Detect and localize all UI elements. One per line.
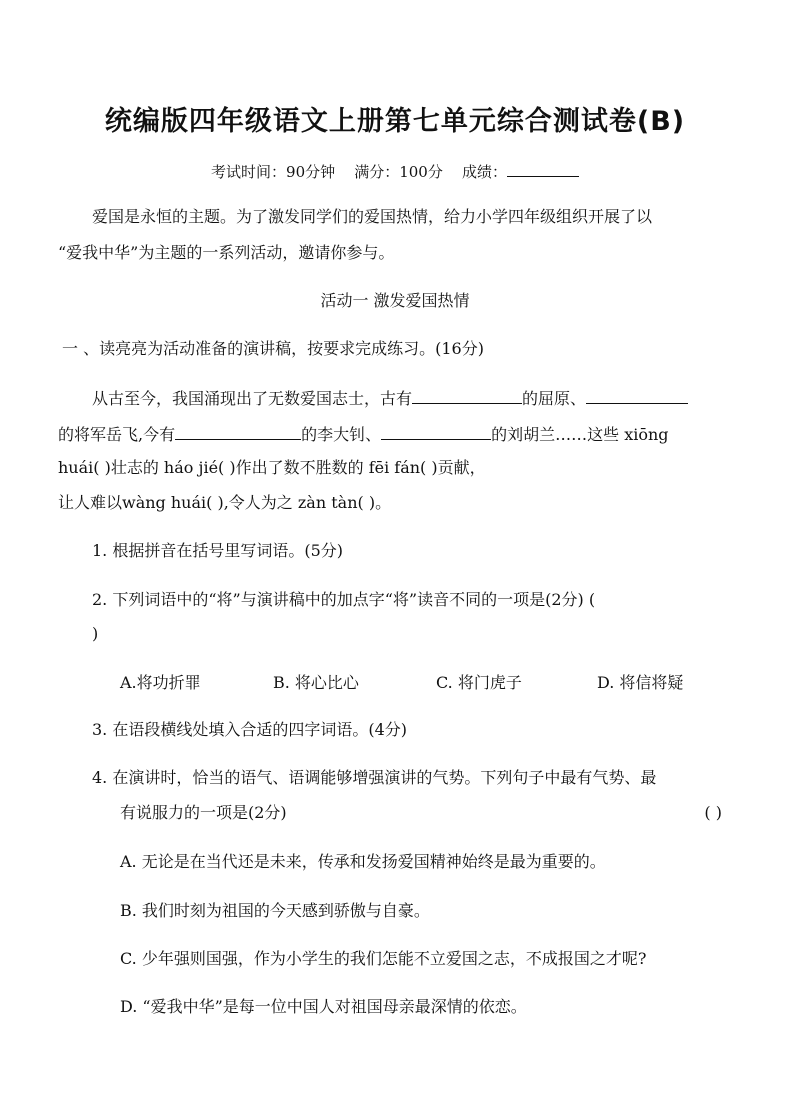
score-blank[interactable]	[507, 158, 579, 177]
section-1-heading: 一 、读亮亮为活动准备的演讲稿，按要求完成练习。(16分)	[62, 339, 484, 358]
q4-answer-bracket[interactable]: ( )	[704, 803, 722, 822]
passage-text: 的刘胡兰……这些 xiōng	[491, 425, 669, 444]
passage-line-1	[92, 385, 688, 411]
q4-option-c[interactable]: C. 少年强则国强，作为小学生的我们怎能不立爱国之志，不成报国之才呢?	[120, 949, 647, 968]
passage-line-3: huái( )壮志的 háo jié( )作出了数不胜数的 fēi fán( )贡献，	[58, 458, 486, 477]
q2-option-b[interactable]: B. 将心比心	[273, 673, 359, 692]
fill-blank-1[interactable]	[412, 385, 522, 404]
q4-option-b[interactable]: B. 我们时刻为祖国的今天感到骄傲与自豪。	[120, 901, 430, 920]
score-label: 成绩：	[461, 163, 507, 181]
exam-title: 统编版四年级语文上册第七单元综合测试卷(B)	[104, 106, 686, 137]
question-4-line-1: 4. 在演讲时，恰当的语气、语调能够增强演讲的气势。下列句子中最有气势、最	[92, 768, 657, 787]
passage-text: 的屈原、	[522, 389, 587, 408]
exam-time: 考试时间：90分钟	[211, 163, 336, 181]
activity-title: 活动一 激发爱国热情	[320, 291, 470, 310]
intro-line-1: 爱国是永恒的主题。为了激发同学们的爱国热情，给力小学四年级组织开展了以	[92, 207, 653, 226]
passage-text: 从古至今，我国涌现出了无数爱国志士，古有	[92, 389, 413, 408]
q2-option-d[interactable]: D. 将信将疑	[597, 673, 684, 692]
q2-option-a[interactable]: A.将功折罪	[120, 673, 201, 692]
fill-blank-2[interactable]	[586, 385, 688, 404]
passage-text: 的李大钊、	[301, 425, 382, 444]
q2-option-c[interactable]: C. 将门虎子	[436, 673, 522, 692]
question-4-line-2: 有说服力的一项是(2分)	[120, 803, 287, 822]
passage-text: 的将军岳飞,今有	[58, 425, 176, 444]
q4-option-d[interactable]: D. “爱我中华”是每一位中国人对祖国母亲最深情的依恋。	[120, 997, 527, 1016]
fill-blank-4[interactable]	[381, 421, 491, 440]
fill-blank-3[interactable]	[175, 421, 301, 440]
exam-meta	[0, 158, 790, 184]
full-score: 满分：100分	[354, 163, 443, 181]
intro-line-2: “爱我中华”为主题的一系列活动，邀请你参与。	[58, 243, 395, 262]
question-2-line-1: 2. 下列词语中的“将”与演讲稿中的加点字“将”读音不同的一项是(2分) (	[92, 590, 596, 609]
passage-line-4: 让人难以wàng huái( ),令人为之 zàn tàn( )。	[58, 493, 392, 512]
passage-line-2	[58, 421, 669, 447]
question-1: 1. 根据拼音在括号里写词语。(5分)	[92, 541, 344, 560]
question-2-line-2: )	[92, 624, 99, 643]
q4-option-a[interactable]: A. 无论是在当代还是未来，传承和发扬爱国精神始终是最为重要的。	[120, 852, 606, 871]
question-3: 3. 在语段横线处填入合适的四字词语。(4分)	[92, 720, 408, 739]
